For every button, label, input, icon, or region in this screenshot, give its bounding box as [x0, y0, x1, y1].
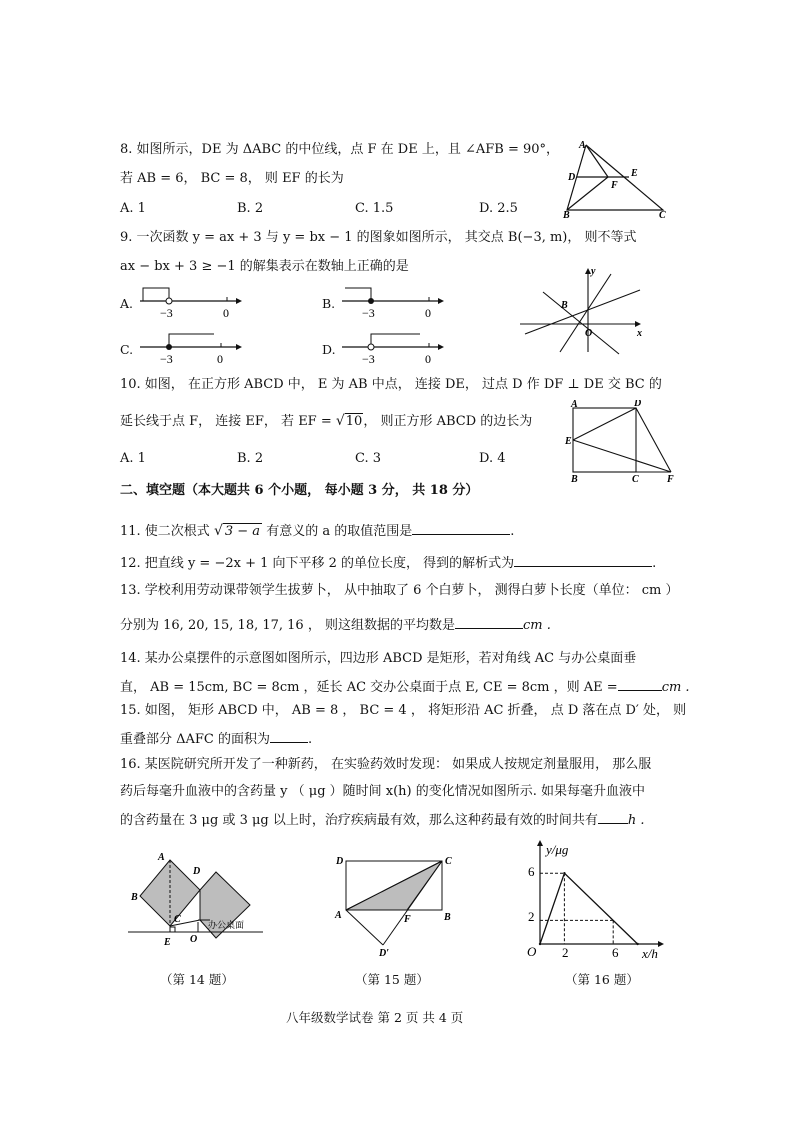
- q10-label-d: D: [634, 400, 642, 409]
- q9-function-graph: [515, 262, 655, 357]
- q16-text: 的含药量在 3 μg 或 3 μg 以上时，治疗疾病最有效，那么这种药最有效的时间共有: [120, 813, 598, 828]
- q10-label-e: E: [565, 436, 572, 447]
- fig14-label-e: E: [164, 937, 171, 948]
- fig15-label-f: F: [404, 914, 411, 925]
- sqrt-symbol: √: [335, 413, 345, 429]
- q9-graph-x-label: x: [637, 328, 642, 339]
- q9-line2: ax − bx + 3 ≥ −1 的解集表示在数轴上正确的是: [120, 259, 409, 274]
- fig16-y-axis-arrow: [537, 840, 543, 846]
- fig14-label-c: C: [174, 914, 181, 925]
- q9-graph-o-label: O: [585, 328, 593, 339]
- fig16-caption: （第 16 题）: [565, 972, 639, 987]
- q10-option-d: D. 4: [479, 451, 506, 466]
- q14-line1: 14. 某办公桌摆件的示意图如图所示，四边形 ABCD 是矩形，若对角线 AC 与办公桌面垂: [120, 651, 637, 666]
- fig14-label-b: B: [131, 892, 138, 903]
- fig15-label-a: A: [335, 910, 342, 921]
- q10-option-a: A. 1: [120, 451, 146, 466]
- q8-line1: 8. 如图所示，DE 为 ΔABC 的中位线，点 F 在 DE 上，且 ∠AFB = 90°，: [120, 142, 560, 157]
- section-2-heading: 二、填空题（本大题共 6 个小题， 每小题 3 分， 共 18 分）: [120, 483, 479, 498]
- q8-label-e: E: [631, 168, 638, 179]
- fig16-series-line: [540, 873, 638, 944]
- q10-option-b: B. 2: [237, 451, 264, 466]
- fig14-desk-figure: [128, 850, 278, 950]
- q15-line2: [120, 729, 312, 748]
- q13-line2: [120, 615, 551, 634]
- q10-sqrt-value: 10: [345, 414, 363, 429]
- q9-option-b-numberline: [340, 283, 450, 319]
- q10-label-a: A: [571, 400, 578, 410]
- q9-graph-b-label: B: [561, 300, 568, 311]
- q10-option-c: C. 3: [355, 451, 382, 466]
- fig16-drug-concentration-chart: [520, 840, 670, 965]
- fig16-data-point: [539, 943, 541, 945]
- q9-graph-y-label: y: [591, 266, 596, 277]
- q9-option-c-numberline: [138, 329, 248, 365]
- q11-text-a: 11. 使二次根式: [120, 524, 214, 539]
- sqrt-symbol: √: [213, 523, 223, 539]
- fig16-tick-y-6: 6: [528, 864, 535, 879]
- q10-line1: 10. 如图， 在正方形 ABCD 中， E 为 AB 中点， 连接 DE， 过点 D 作 DF ⊥ DE 交 BC 的: [120, 377, 662, 392]
- fig16-x-axis-arrow: [658, 941, 664, 947]
- q10-square-figure: [563, 400, 683, 485]
- q14-text: 直， AB = 15cm, BC = 8cm ，延长 AC 交办公桌面于点 E, CE = 8cm ，则 AE =: [120, 680, 618, 695]
- q10-label-c: C: [632, 474, 639, 485]
- q13-answer-blank[interactable]: [455, 615, 523, 629]
- q8-label-a: A: [579, 140, 586, 151]
- q8-option-a: A. 1: [120, 201, 146, 216]
- fig14-label-o: O: [190, 934, 198, 945]
- q15-end: .: [308, 732, 313, 747]
- q9-line1: 9. 一次函数 y = ax + 3 与 y = bx − 1 的图象如图所示， 其交点 B(−3, m)， 则不等式: [120, 230, 637, 245]
- q13-line1: 13. 学校利用劳动课带领学生拔萝卜， 从中抽取了 6 个白萝卜， 测得白萝卜长度（单位： cm ）: [120, 583, 679, 598]
- q9-option-c-letter: C.: [120, 342, 134, 357]
- q16-line3: [120, 810, 645, 829]
- q8-triangle-figure: [555, 138, 680, 220]
- fig14-label-d: D: [193, 866, 201, 877]
- q10-label-f: F: [667, 474, 674, 485]
- q8-label-d: D: [568, 172, 576, 183]
- q13-end: cm .: [522, 618, 551, 633]
- q9-option-d-letter: D.: [322, 342, 336, 357]
- fig16-tick-x-2: 2: [562, 945, 569, 960]
- q16-line2: 药后每毫升血液中的含药量 y （ μg ）随时间 x(h) 的变化情况如图所示. 如果每毫升血液中: [120, 784, 646, 799]
- fig16-data-point: [636, 943, 638, 945]
- q9-option-a-right-label: 0: [223, 306, 229, 319]
- fig15-folded-rectangle: [330, 850, 460, 960]
- q11-text-b: 有意义的 a 的取值范围是: [262, 524, 413, 539]
- q16-line1: 16. 某医院研究所开发了一种新药， 在实验药效时发现： 如果成人按规定剂量服用， 那么服: [120, 757, 652, 772]
- fig14-desk-label: 办公桌面: [208, 920, 245, 930]
- q10-label-b: B: [571, 474, 578, 485]
- q14-answer-blank[interactable]: [618, 677, 662, 691]
- q8-line2: 若 AB = 6， BC = 8， 则 EF 的长为: [120, 171, 344, 186]
- q11: [120, 521, 514, 540]
- q9-option-b-right-label: 0: [425, 306, 431, 319]
- q10-line2: [120, 413, 532, 430]
- q12-text: 12. 把直线 y = −2x + 1 向下平移 2 的单位长度， 得到的解析式为: [120, 556, 515, 571]
- q10-line2-b: ， 则正方形 ABCD 的边长为: [363, 414, 533, 429]
- q9-option-a-letter: A.: [120, 296, 134, 311]
- q16-answer-blank[interactable]: [598, 810, 628, 824]
- q12: [120, 553, 656, 572]
- q9-option-d-left-label: −3: [362, 352, 375, 365]
- fig15-label-d: D: [336, 856, 344, 867]
- q9-option-b-left-label: −3: [362, 306, 375, 319]
- q8-option-c: C. 1.5: [355, 201, 394, 216]
- q12-end: .: [652, 556, 657, 571]
- fig16-origin-label: O: [527, 944, 537, 959]
- q12-answer-blank[interactable]: [514, 553, 652, 567]
- q8-option-d: D. 2.5: [479, 201, 518, 216]
- q8-option-b: B. 2: [237, 201, 264, 216]
- q14-line2: [120, 677, 690, 696]
- q9-option-a-left-label: −3: [160, 306, 173, 319]
- fig16-x-axis-label: x/h: [642, 946, 658, 961]
- q9-option-d-numberline: [340, 329, 450, 365]
- q15-text: 重叠部分 ΔAFC 的面积为: [120, 732, 271, 747]
- q9-option-d-right-label: 0: [425, 352, 431, 365]
- fig14-label-a: A: [158, 852, 165, 863]
- q8-label-c: C: [659, 210, 666, 220]
- q16-end: h .: [627, 813, 645, 828]
- q9-option-a-numberline: [138, 283, 248, 319]
- fig15-label-b: B: [444, 912, 451, 923]
- q8-label-f: F: [611, 180, 618, 191]
- q8-label-b: B: [563, 210, 570, 220]
- fig15-label-dprime: D′: [379, 948, 390, 959]
- q11-answer-blank[interactable]: [412, 521, 510, 535]
- q11-sqrt-value: 3 − a: [224, 524, 261, 539]
- q15-answer-blank[interactable]: [270, 729, 308, 743]
- q14-end: cm .: [661, 680, 690, 695]
- q10-line2-a: 延长线于点 F， 连接 EF， 若 EF =: [120, 414, 336, 429]
- fig15-caption: （第 15 题）: [355, 972, 429, 987]
- q13-text: 分别为 16, 20, 15, 18, 17, 16 ， 则这组数据的平均数是: [120, 618, 455, 633]
- q9-option-b-letter: B.: [322, 296, 336, 311]
- q9-option-c-left-label: −3: [160, 352, 173, 365]
- fig16-tick-y-2: 2: [528, 909, 535, 924]
- q15-line1: 15. 如图， 矩形 ABCD 中， AB = 8 ， BC = 4 ， 将矩形沿 AC 折叠， 点 D 落在点 D′ 处， 则: [120, 703, 687, 718]
- q9-option-c-right-label: 0: [217, 352, 223, 365]
- fig16-y-axis-label: y/μg: [546, 842, 569, 857]
- fig15-label-c: C: [445, 856, 452, 867]
- page-footer: 八年级数学试卷 第 2 页 共 4 页: [286, 1010, 464, 1025]
- fig16-data-point: [563, 872, 565, 874]
- fig14-caption: （第 14 题）: [160, 972, 234, 987]
- q11-end: .: [510, 524, 515, 539]
- fig16-tick-x-6: 6: [612, 945, 619, 960]
